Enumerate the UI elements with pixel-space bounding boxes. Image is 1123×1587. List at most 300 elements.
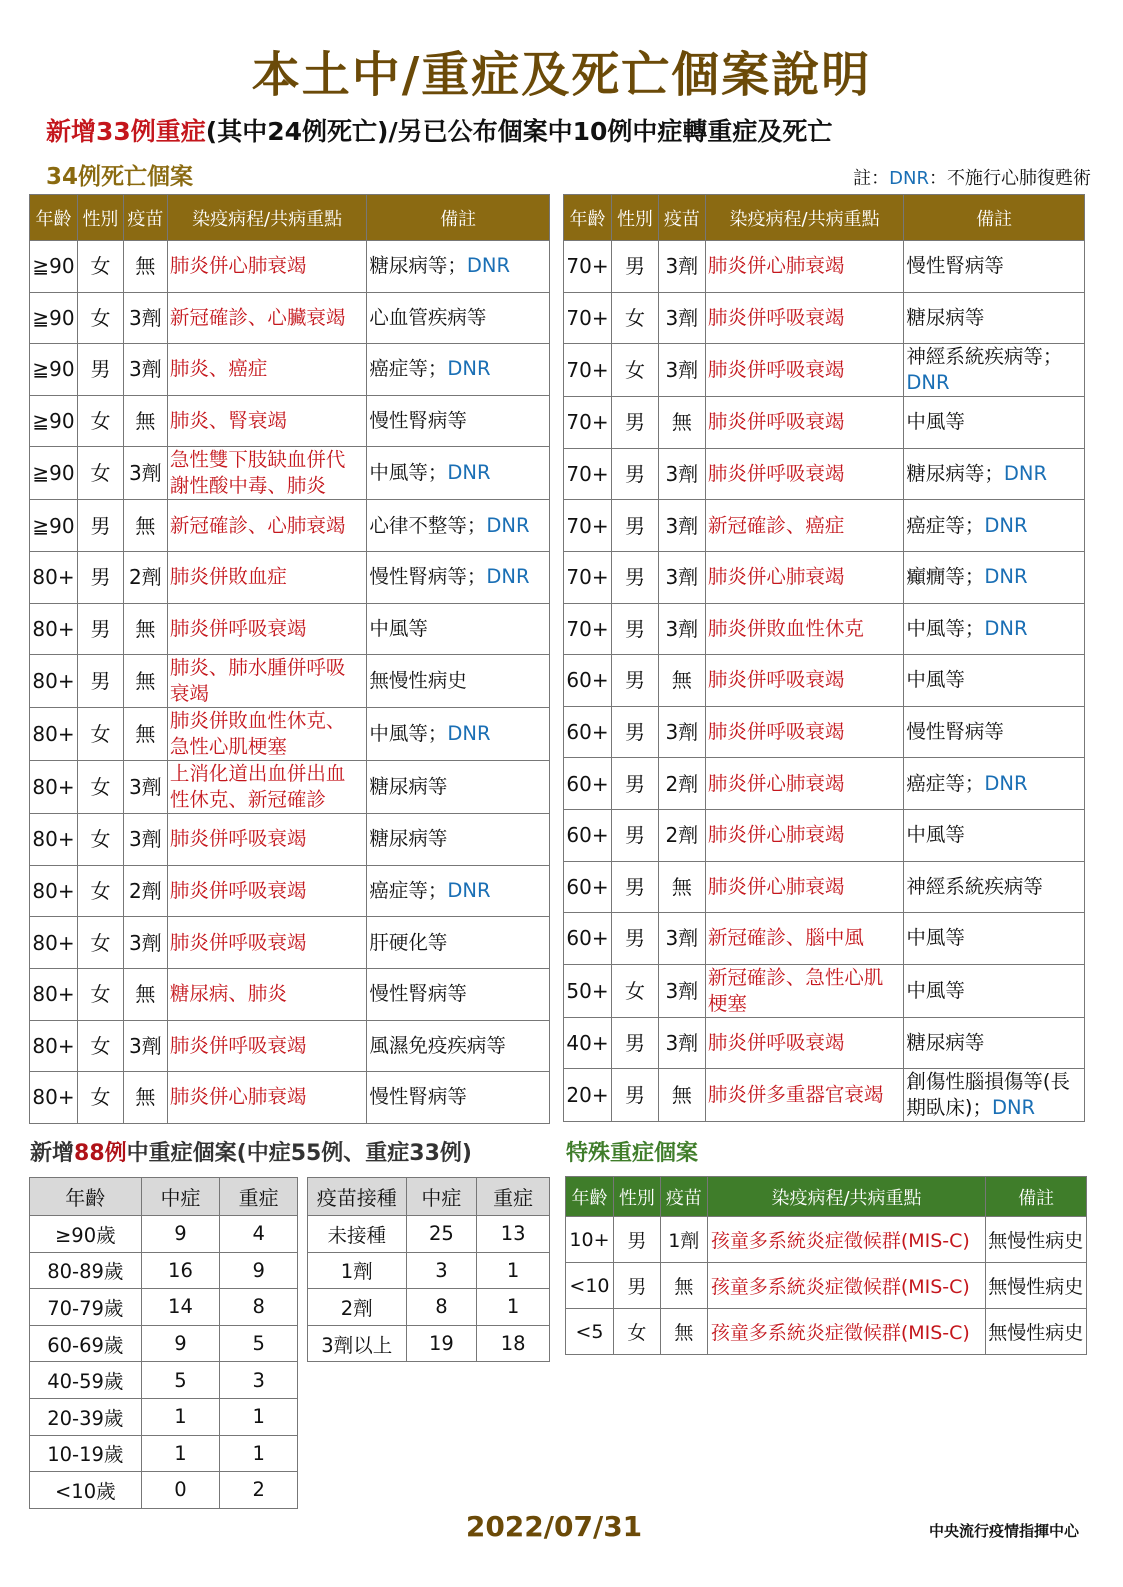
remark-cell: [367, 500, 550, 552]
disease-cell: 肺炎併呼吸衰竭: [167, 917, 367, 969]
remark-text: 慢性腎病等: [369, 982, 467, 1006]
remark-text: 神經系統疾病等: [906, 874, 1043, 898]
remark-cell: [904, 809, 1085, 861]
vaccine-cell: 3劑: [658, 241, 705, 293]
age-cell: 80+: [30, 655, 78, 708]
remark-cell: [367, 395, 550, 447]
table-row: [30, 551, 550, 603]
table-row: [30, 1072, 550, 1124]
dnr-tag: DNR: [1003, 462, 1048, 486]
table-row: [566, 1309, 1087, 1355]
remark-cell: [367, 655, 550, 708]
age-group-cell: 80-89歲: [30, 1252, 142, 1289]
sex-cell: 男: [611, 603, 658, 655]
remark-cell: [904, 964, 1085, 1017]
age-cell: 70+: [564, 241, 612, 293]
remark-cell: [367, 292, 550, 344]
remark-text: 糖尿病等；: [906, 462, 1004, 486]
table-row: [564, 397, 1085, 449]
dnr-tag: DNR: [447, 722, 491, 746]
table-row: [30, 814, 550, 866]
table-row: [30, 447, 550, 500]
special-header-remark: 備註: [986, 1177, 1087, 1217]
remark-text: 癌症等；: [369, 879, 448, 903]
vaccine-cell: 3劑: [658, 706, 705, 758]
sex-cell: 女: [77, 241, 123, 293]
header-vaccine: 疫苗: [658, 195, 705, 241]
age-cell: 70+: [564, 448, 612, 500]
severe-count-cell: 13: [477, 1216, 550, 1253]
age-cell: 80+: [30, 814, 78, 866]
moderate-count-cell: 16: [141, 1252, 220, 1289]
age-cell: 70+: [564, 397, 612, 449]
disease-cell: 急性雙下肢缺血併代謝性酸中毒、肺炎: [167, 447, 367, 500]
sex-cell: 女: [77, 1072, 123, 1124]
remark-text: 風濕免疫疾病等: [369, 1033, 506, 1057]
special-header-disease: 染疫病程/共病重點: [707, 1177, 985, 1217]
severe-count-cell: 3: [220, 1362, 298, 1399]
sex-cell: 女: [611, 292, 658, 344]
subtitle-rest: (其中24例死亡)/另已公布個案中10例中症轉重症及死亡: [205, 117, 833, 146]
table-row: [564, 603, 1085, 655]
vaccine-dose-cell: 1劑: [308, 1252, 407, 1289]
disease-cell: 肺炎併心肺衰竭: [705, 809, 904, 861]
sex-cell: 男: [611, 1017, 658, 1069]
age-header-moderate: 中症: [141, 1178, 220, 1216]
disease-cell: 肺炎併呼吸衰竭: [167, 1020, 367, 1072]
table-row: [564, 1069, 1085, 1122]
dnr-note: [853, 164, 1091, 190]
age-cell: ≧90: [30, 500, 78, 552]
table-row: [30, 655, 550, 708]
age-cell: 70+: [564, 344, 612, 397]
age-cell: 80+: [30, 917, 78, 969]
table-row: [564, 448, 1085, 500]
age-cell: <10: [566, 1263, 614, 1309]
moderate-count-cell: 1: [141, 1435, 220, 1472]
vaccine-cell: 無: [123, 603, 167, 655]
vaccine-cell: 3劑: [658, 448, 705, 500]
remark-cell: [904, 706, 1085, 758]
table-row: [564, 241, 1085, 293]
age-header-age: 年齡: [30, 1178, 142, 1216]
disease-cell: 新冠確診、急性心肌梗塞: [705, 964, 904, 1017]
remark-text: 糖尿病等: [906, 1031, 985, 1055]
table-row: [564, 551, 1085, 603]
disease-cell: 肺炎併呼吸衰竭: [167, 603, 367, 655]
sex-cell: 男: [611, 861, 658, 913]
header-sex: 性別: [77, 195, 123, 241]
sex-cell: 男: [613, 1263, 660, 1309]
table-row: [30, 241, 550, 293]
subtitle: [46, 112, 832, 148]
sex-cell: 男: [77, 655, 123, 708]
remark-text: 創傷性腦損傷等(長期臥床)；: [906, 1070, 1070, 1120]
remark-text: 中風等: [369, 616, 428, 640]
header-sex: 性別: [611, 195, 658, 241]
disease-cell: 新冠確診、癌症: [705, 500, 904, 552]
remark-cell: [367, 241, 550, 293]
table-row: [564, 1017, 1085, 1069]
remark-cell: [367, 814, 550, 866]
remark-cell: [367, 1020, 550, 1072]
age-group-cell: <10歲: [30, 1472, 142, 1509]
dnr-tag: DNR: [466, 254, 511, 278]
remark-text: 癌症等；: [906, 513, 985, 537]
sex-cell: 男: [611, 913, 658, 965]
table-row: [564, 964, 1085, 1017]
table-row: [30, 1289, 298, 1326]
vaccine-stats-table: [307, 1177, 550, 1362]
header-age: 年齡: [30, 195, 78, 241]
header-disease: 染疫病程/共病重點: [167, 195, 367, 241]
age-cell: 80+: [30, 708, 78, 761]
sex-cell: 男: [77, 500, 123, 552]
vaccine-dose-cell: 未接種: [308, 1216, 407, 1253]
dnr-tag: DNR: [447, 357, 491, 381]
dnr-tag: DNR: [486, 565, 530, 589]
vaccine-cell: 3劑: [123, 447, 167, 500]
disease-cell: 肺炎併心肺衰竭: [705, 241, 904, 293]
sex-cell: 男: [611, 706, 658, 758]
dnr-tag: DNR: [984, 565, 1028, 589]
table-row: [30, 1020, 550, 1072]
remark-text: 癌症等；: [906, 771, 985, 795]
dnr-tag: DNR: [447, 461, 491, 485]
severe-count-cell: 4: [220, 1216, 298, 1253]
vaccine-dose-cell: 2劑: [308, 1289, 407, 1326]
note-prefix: 註：: [853, 168, 890, 189]
age-stats-table: [29, 1177, 298, 1509]
table-row: [308, 1252, 550, 1289]
severe-count-cell: 8: [220, 1289, 298, 1326]
table-row: [566, 1263, 1087, 1309]
disease-cell: 肺炎併呼吸衰竭: [705, 448, 904, 500]
disease-cell: 肺炎併心肺衰竭: [705, 758, 904, 810]
disease-cell: 孩童多系統炎症徵候群(MIS-C): [707, 1217, 985, 1263]
age-group-cell: 40-59歲: [30, 1362, 142, 1399]
remark-cell: [367, 551, 550, 603]
disease-cell: 肺炎併呼吸衰竭: [705, 706, 904, 758]
remark-cell: [367, 968, 550, 1020]
table-row: [564, 706, 1085, 758]
disease-cell: 肺炎併呼吸衰竭: [705, 397, 904, 449]
header-age: 年齡: [564, 195, 612, 241]
severe-count-cell: 1: [220, 1398, 298, 1435]
sex-cell: 男: [613, 1217, 660, 1263]
moderate-count-cell: 1: [141, 1398, 220, 1435]
age-group-cell: 20-39歲: [30, 1398, 142, 1435]
remark-text: 中風等；: [906, 616, 985, 640]
age-cell: 70+: [564, 551, 612, 603]
table-row: [30, 968, 550, 1020]
age-cell: 60+: [564, 706, 612, 758]
disease-cell: 肺炎併心肺衰竭: [705, 551, 904, 603]
special-header-vaccine: 疫苗: [660, 1177, 707, 1217]
disease-cell: 肺炎併呼吸衰竭: [705, 1017, 904, 1069]
age-cell: 60+: [564, 655, 612, 707]
table-row: [30, 603, 550, 655]
sex-cell: 女: [77, 708, 123, 761]
remark-text: 糖尿病等；: [369, 254, 467, 278]
table-row: [564, 655, 1085, 707]
subtitle-highlight: 新增33例重症: [46, 117, 206, 146]
vaccine-cell: 3劑: [123, 1020, 167, 1072]
remark-cell: [904, 397, 1085, 449]
sex-cell: 女: [77, 1020, 123, 1072]
vac-header-moderate: 中症: [406, 1178, 477, 1216]
remark-text: 慢性腎病等: [369, 409, 467, 433]
vaccine-cell: 3劑: [658, 1017, 705, 1069]
remark-cell: [367, 1072, 550, 1124]
disease-cell: 肺炎併心肺衰竭: [167, 1072, 367, 1124]
note-suffix: ：不施行心肺復甦術: [929, 168, 1091, 189]
moderate-count-cell: 19: [406, 1325, 477, 1362]
remark-text: 無慢性病史: [369, 669, 467, 693]
remark-text: 中風等: [906, 668, 965, 692]
remark-cell: [367, 917, 550, 969]
vaccine-cell: 無: [660, 1309, 707, 1355]
moderate-count-cell: 9: [141, 1325, 220, 1362]
age-cell: 20+: [564, 1069, 612, 1122]
new-cases-label: [30, 1136, 472, 1167]
table-row: [564, 758, 1085, 810]
vaccine-cell: 無: [123, 395, 167, 447]
remark-text: 神經系統疾病等；: [906, 345, 1063, 369]
remark-text: 癌症等；: [369, 357, 448, 381]
moderate-count-cell: 8: [406, 1289, 477, 1326]
table-row: [308, 1216, 550, 1253]
remark-cell: [904, 500, 1085, 552]
sex-cell: 女: [77, 814, 123, 866]
age-cell: 60+: [564, 809, 612, 861]
severe-count-cell: 1: [220, 1435, 298, 1472]
severe-count-cell: 2: [220, 1472, 298, 1509]
remark-cell: [367, 603, 550, 655]
table-row: [30, 344, 550, 396]
age-cell: 40+: [564, 1017, 612, 1069]
disease-cell: 新冠確診、腦中風: [705, 913, 904, 965]
remark-cell: [904, 241, 1085, 293]
age-cell: 60+: [564, 758, 612, 810]
table-row: [564, 861, 1085, 913]
table-row: [30, 1216, 298, 1253]
footer-agency: 中央流行疫情指揮中心: [928, 1522, 1079, 1540]
age-cell: 80+: [30, 603, 78, 655]
sex-cell: 女: [77, 292, 123, 344]
remark-cell: 無慢性病史: [986, 1217, 1087, 1263]
death-table-left: [29, 194, 550, 1124]
age-cell: 70+: [564, 292, 612, 344]
vaccine-cell: 3劑: [658, 500, 705, 552]
remark-text: 慢性腎病等: [906, 254, 1004, 278]
header-disease: 染疫病程/共病重點: [705, 195, 904, 241]
remark-cell: [367, 447, 550, 500]
vaccine-dose-cell: 3劑以上: [308, 1325, 407, 1362]
new-cases-prefix: 新增: [30, 1141, 75, 1166]
vaccine-cell: 無: [658, 397, 705, 449]
age-group-cell: ≥90歲: [30, 1216, 142, 1253]
disease-cell: 肺炎併敗血性休克、急性心肌梗塞: [167, 708, 367, 761]
disease-cell: 糖尿病、肺炎: [167, 968, 367, 1020]
sex-cell: 女: [77, 865, 123, 917]
vaccine-cell: 1劑: [660, 1217, 707, 1263]
disease-cell: 肺炎併呼吸衰竭: [705, 292, 904, 344]
remark-text: 中風等: [906, 410, 965, 434]
table-row: [564, 500, 1085, 552]
new-cases-count: 88例: [74, 1141, 127, 1166]
remark-text: 心血管疾病等: [369, 305, 487, 329]
sex-cell: 女: [77, 395, 123, 447]
age-cell: 80+: [30, 968, 78, 1020]
sex-cell: 男: [611, 397, 658, 449]
dnr-tag: DNR: [984, 771, 1028, 795]
moderate-count-cell: 9: [141, 1216, 220, 1253]
vaccine-cell: 3劑: [123, 344, 167, 396]
sex-cell: 男: [611, 551, 658, 603]
remark-cell: [367, 344, 550, 396]
disease-cell: 新冠確診、心肺衰竭: [167, 500, 367, 552]
remark-cell: [904, 448, 1085, 500]
disease-cell: 肺炎併呼吸衰竭: [705, 655, 904, 707]
sex-cell: 女: [611, 964, 658, 1017]
sex-cell: 男: [611, 241, 658, 293]
death-header-row: [564, 195, 1085, 241]
disease-cell: 肺炎併敗血性休克: [705, 603, 904, 655]
severe-count-cell: 1: [477, 1252, 550, 1289]
sex-cell: 女: [613, 1309, 660, 1355]
vaccine-cell: 無: [123, 968, 167, 1020]
vaccine-cell: 無: [658, 655, 705, 707]
age-cell: 80+: [30, 1020, 78, 1072]
note-dnr: DNR: [889, 168, 929, 189]
table-row: [308, 1325, 550, 1362]
special-header-sex: 性別: [613, 1177, 660, 1217]
remark-cell: [904, 551, 1085, 603]
severe-count-cell: 9: [220, 1252, 298, 1289]
vaccine-cell: 3劑: [123, 761, 167, 814]
page-title: 本土中/重症及死亡個案說明: [251, 47, 872, 103]
remark-text: 中風等: [906, 926, 965, 950]
remark-text: 中風等: [906, 978, 965, 1002]
remark-text: 中風等；: [369, 722, 448, 746]
sex-cell: 男: [77, 551, 123, 603]
age-cell: 80+: [30, 761, 78, 814]
remark-cell: [904, 913, 1085, 965]
vaccine-cell: 2劑: [123, 551, 167, 603]
sex-cell: 女: [77, 447, 123, 500]
sex-cell: 男: [611, 1069, 658, 1122]
vaccine-cell: 3劑: [123, 917, 167, 969]
remark-text: 中風等: [906, 823, 965, 847]
moderate-count-cell: 14: [141, 1289, 220, 1326]
remark-text: 癲癇等；: [906, 565, 985, 589]
moderate-count-cell: 5: [141, 1362, 220, 1399]
vac-header-vaccine: 疫苗接種: [308, 1178, 407, 1216]
table-row: [564, 809, 1085, 861]
remark-cell: [904, 1069, 1085, 1122]
table-row: [30, 761, 550, 814]
death-section-label: 34例死亡個案: [46, 164, 194, 190]
age-cell: 70+: [564, 603, 612, 655]
age-cell: 80+: [30, 1072, 78, 1124]
sex-cell: 女: [77, 761, 123, 814]
sex-cell: 男: [77, 344, 123, 396]
vaccine-cell: 無: [123, 1072, 167, 1124]
age-cell: ≧90: [30, 292, 78, 344]
age-cell: ≧90: [30, 447, 78, 500]
remark-cell: [904, 758, 1085, 810]
disease-cell: 上消化道出血併出血性休克、新冠確診: [167, 761, 367, 814]
vaccine-cell: 2劑: [658, 758, 705, 810]
disease-cell: 孩童多系統炎症徵候群(MIS-C): [707, 1263, 985, 1309]
age-cell: 80+: [30, 865, 78, 917]
sex-cell: 男: [611, 500, 658, 552]
disease-cell: 肺炎併心肺衰竭: [705, 861, 904, 913]
remark-cell: [904, 292, 1085, 344]
vaccine-cell: 2劑: [658, 809, 705, 861]
dnr-tag: DNR: [486, 513, 530, 537]
special-cases-table: [565, 1176, 1087, 1355]
table-row: [30, 1252, 298, 1289]
remark-text: 肝硬化等: [369, 930, 448, 954]
remark-text: 糖尿病等: [906, 305, 985, 329]
table-row: [30, 865, 550, 917]
table-row: [308, 1289, 550, 1326]
table-row: [30, 500, 550, 552]
vaccine-cell: 無: [658, 1069, 705, 1122]
death-table-right: [563, 194, 1085, 1122]
remark-cell: [904, 603, 1085, 655]
age-cell: 60+: [564, 861, 612, 913]
remark-cell: [904, 1017, 1085, 1069]
sex-cell: 男: [611, 448, 658, 500]
disease-cell: 肺炎、肺水腫併呼吸衰竭: [167, 655, 367, 708]
dnr-tag: DNR: [991, 1096, 1036, 1120]
table-row: [564, 913, 1085, 965]
age-cell: 80+: [30, 551, 78, 603]
age-group-cell: 70-79歲: [30, 1289, 142, 1326]
disease-cell: 肺炎併多重器官衰竭: [705, 1069, 904, 1122]
disease-cell: 肺炎、癌症: [167, 344, 367, 396]
remark-cell: [367, 708, 550, 761]
remark-text: 慢性腎病等；: [369, 565, 487, 589]
vaccine-cell: 無: [123, 655, 167, 708]
age-cell: ≧90: [30, 241, 78, 293]
vaccine-cell: 3劑: [123, 814, 167, 866]
vaccine-cell: 無: [660, 1263, 707, 1309]
remark-text: 慢性腎病等: [369, 1085, 467, 1109]
header-vaccine: 疫苗: [123, 195, 167, 241]
vaccine-cell: 3劑: [123, 292, 167, 344]
moderate-count-cell: 3: [406, 1252, 477, 1289]
sex-cell: 女: [77, 917, 123, 969]
table-row: [30, 1435, 298, 1472]
remark-cell: 無慢性病史: [986, 1309, 1087, 1355]
dnr-tag: DNR: [906, 371, 950, 395]
age-cell: 50+: [564, 964, 612, 1017]
moderate-count-cell: 25: [406, 1216, 477, 1253]
table-row: [30, 708, 550, 761]
table-row: [564, 344, 1085, 397]
vaccine-cell: 無: [123, 708, 167, 761]
remark-text: 糖尿病等: [369, 775, 448, 799]
dnr-tag: DNR: [447, 879, 491, 903]
severe-count-cell: 18: [477, 1325, 550, 1362]
disease-cell: 新冠確診、心臟衰竭: [167, 292, 367, 344]
disease-cell: 肺炎、腎衰竭: [167, 395, 367, 447]
special-cases-label: 特殊重症個案: [566, 1141, 699, 1166]
